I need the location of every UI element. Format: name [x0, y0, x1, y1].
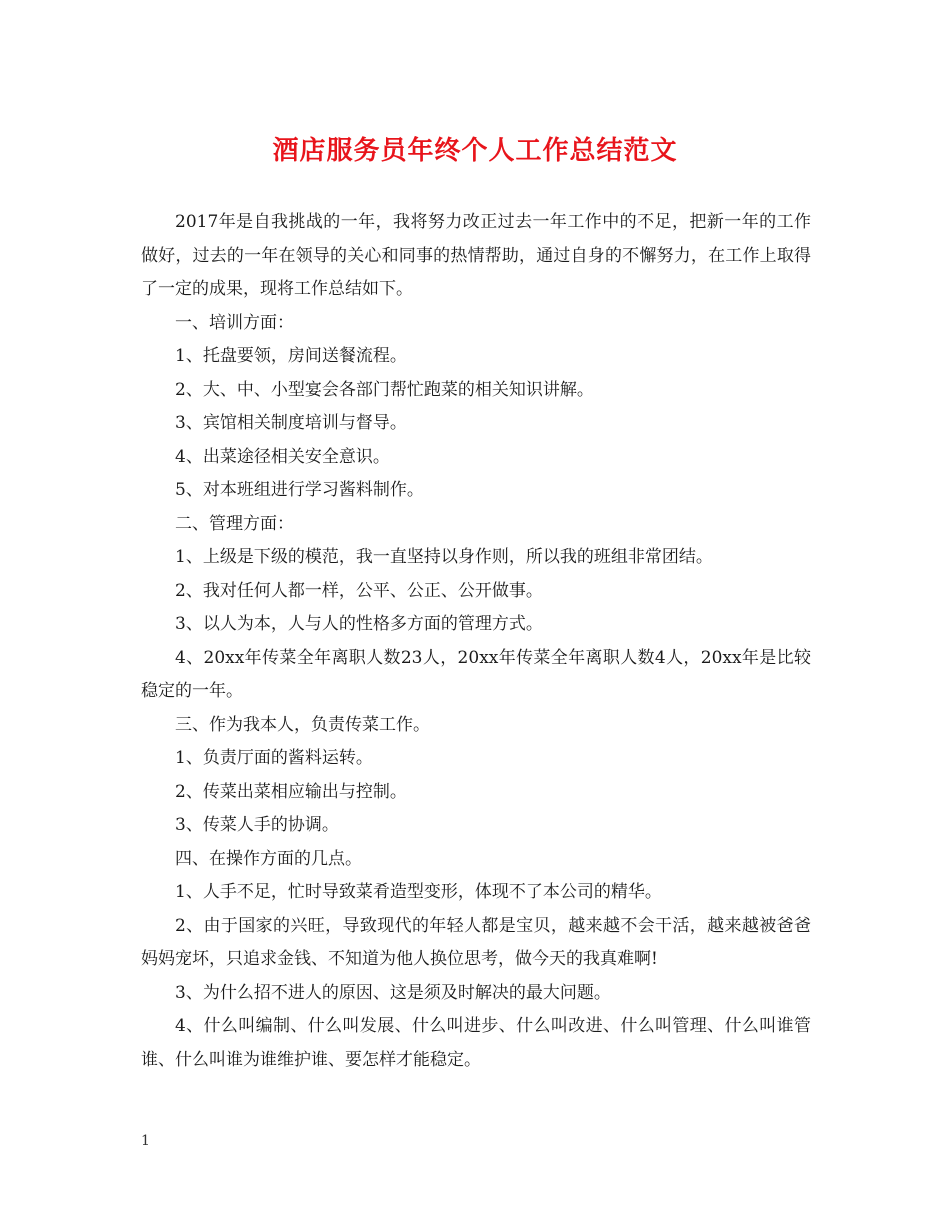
list-item: 2、大、中、小型宴会各部门帮忙跑菜的相关知识讲解。 [175, 379, 594, 400]
page-number: 1 [141, 1133, 150, 1149]
paragraph-intro: 2017年是自我挑战的一年，我将努力改正过去一年工作中的不足，把新一年的工作做好，过去的一年在领导的关心和同事的热情帮助，通过自身的不懈努力，在工作上取得了一定的成果，现将工作总结如下。 [141, 212, 811, 299]
list-item: 1、人手不足，忙时导致菜肴造型变形，体现不了本公司的精华。 [175, 882, 662, 902]
list-item: 2、传菜出菜相应输出与控制。 [175, 781, 407, 802]
list-item: 3、宾馆相关制度培训与督导。 [175, 413, 407, 433]
document-title: 酒店服务员年终个人工作总结范文 [272, 136, 678, 166]
list-item: 4、20xx年传菜全年离职人数23人，20xx年传菜全年离职人数4人，20xx年是比较稳定的一年。 [141, 647, 811, 701]
document-body [141, 206, 811, 1077]
section-heading-management: 二、管理方面： [175, 513, 294, 534]
list-item: 3、传菜人手的协调。 [175, 815, 339, 835]
list-item: 2、我对任何人都一样，公平、公正、公开做事。 [175, 580, 543, 601]
list-item: 4、出菜途径相关安全意识。 [175, 446, 390, 467]
list-item: 1、托盘要领，房间送餐流程。 [175, 346, 407, 366]
list-item: 1、上级是下级的模范，我一直坚持以身作则，所以我的班组非常团结。 [175, 547, 713, 567]
section-heading-personal: 三、作为我本人，负责传菜工作。 [175, 714, 430, 735]
list-item: 3、为什么招不进人的原因、这是须及时解决的最大问题。 [175, 982, 611, 1003]
list-item: 3、以人为本，人与人的性格多方面的管理方式。 [175, 614, 543, 634]
section-heading-operations: 四、在操作方面的几点。 [175, 848, 362, 869]
section-heading-training: 一、培训方面： [175, 312, 294, 333]
list-item: 5、对本班组进行学习酱料制作。 [175, 480, 424, 500]
list-item: 1、负责厅面的酱料运转。 [175, 748, 373, 768]
list-item: 2、由于国家的兴旺，导致现代的年轻人都是宝贝，越来越不会干活，越来越被爸爸妈妈宠坏，只追求金钱、不知道为他人换位思考，做今天的我真难啊! [141, 915, 811, 969]
list-item: 4、什么叫编制、什么叫发展、什么叫进步、什么叫改进、什么叫管理、什么叫谁管谁、什么叫谁为谁维护谁、要怎样才能稳定。 [141, 1016, 811, 1070]
